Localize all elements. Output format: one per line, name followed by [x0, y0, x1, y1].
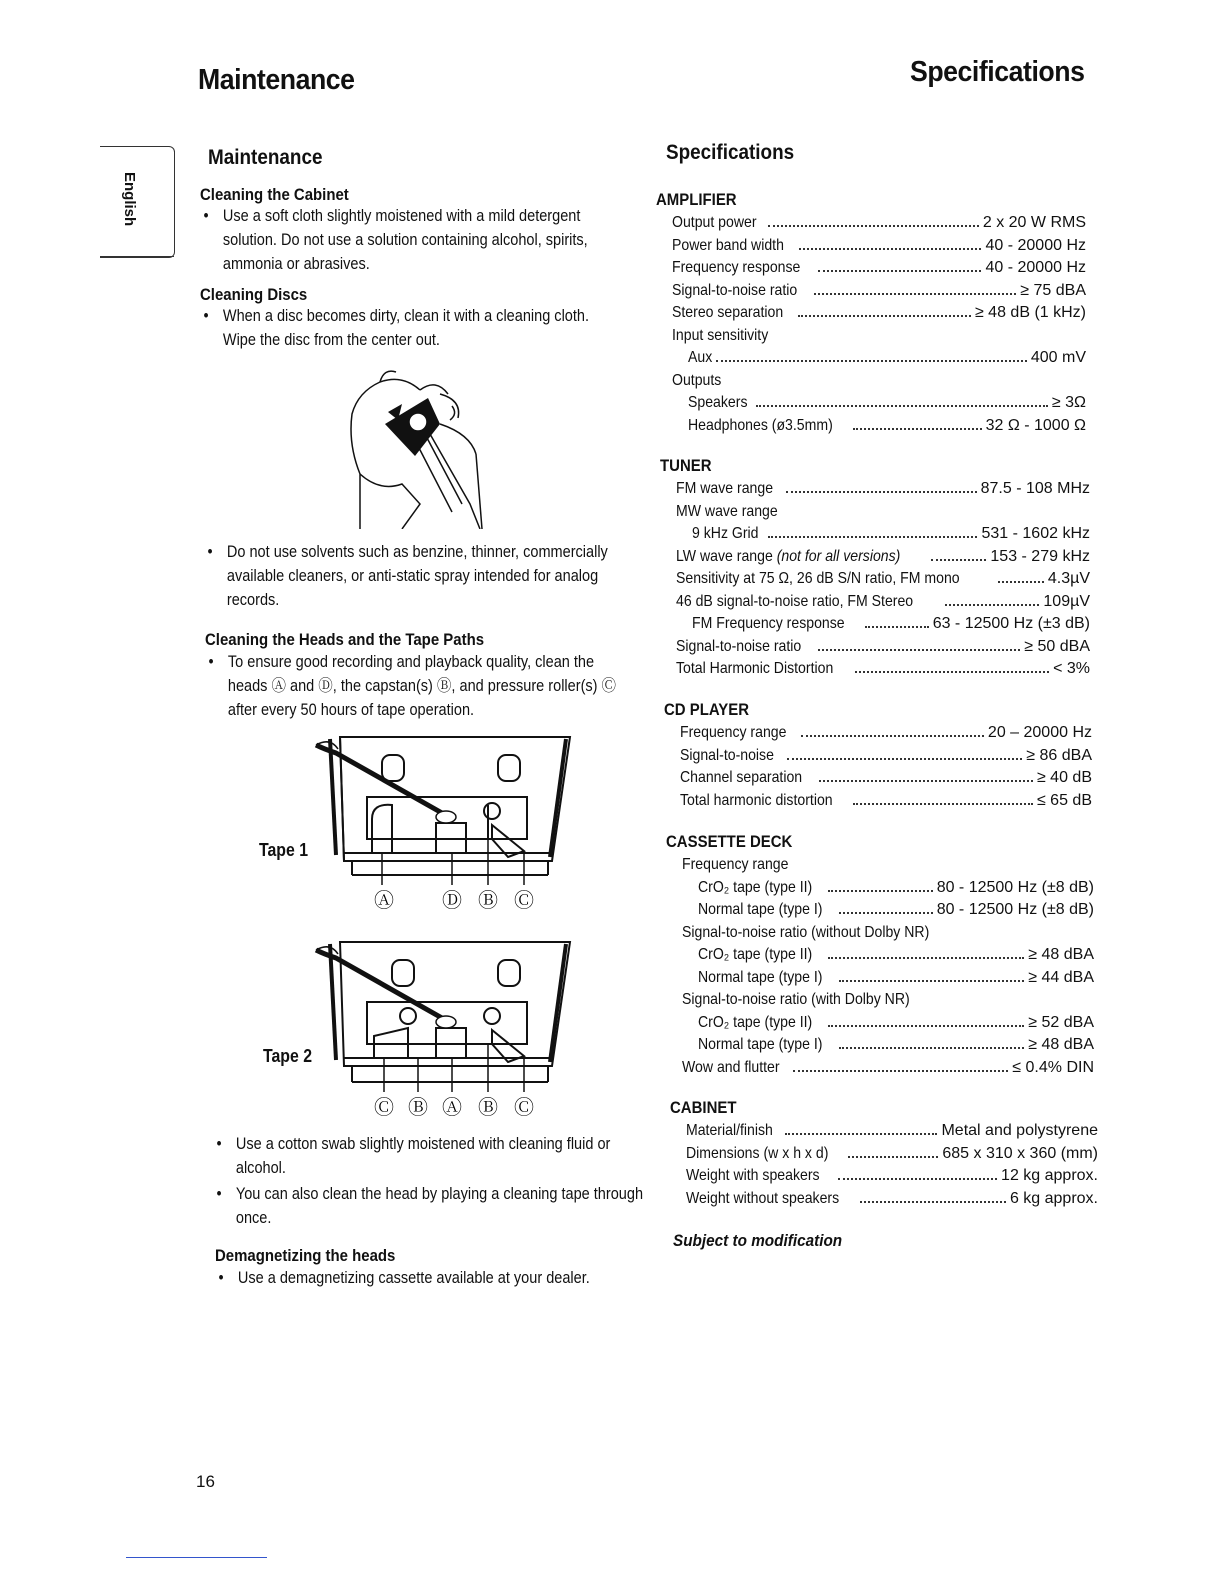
spec-row: Speakers ≥ 3Ω — [688, 394, 1086, 411]
spec-row: 9 kHz Grid 531 - 1602 kHz — [692, 525, 1090, 542]
tape1-marker-b: Ⓑ — [478, 888, 498, 912]
spec-row: Normal tape (type I) ≥ 44 dBA — [698, 968, 1094, 986]
language-tab-label: English — [121, 172, 138, 227]
tape1-label: Tape 1 — [259, 840, 309, 860]
spec-row: Sensitivity at 75 Ω, 26 dB S/N ratio, FM mono 4.3µV — [676, 570, 1090, 587]
subject-to-modification: Subject to modification — [673, 1231, 843, 1250]
spec-row: Input sensitivity — [672, 326, 769, 344]
spec-row: Outputs — [672, 371, 722, 389]
spec-row: Total Harmonic Distortion < 3% — [676, 660, 1090, 677]
cabinet-heading: CABINET — [670, 1098, 737, 1117]
tape1-marker-d: Ⓓ — [442, 888, 462, 912]
page-number: 16 — [196, 1472, 215, 1491]
swab-cleaning-text: • Use a cotton swab slightly moistened with cleaning fluid or alcohol. • You can also clean the head by playing a cleaning tape through once. — [213, 1132, 644, 1232]
spec-row: Signal-to-noise ≥ 86 dBA — [680, 746, 1092, 764]
disc-cleaning-heading: Cleaning Discs — [200, 285, 308, 304]
spec-row: Normal tape (type I) ≥ 48 dBA — [698, 1036, 1094, 1053]
spec-row: FM wave range 87.5 - 108 MHz — [676, 480, 1090, 497]
amplifier-heading: AMPLIFIER — [656, 190, 737, 209]
spec-row: Output power 2 x 20 W RMS — [672, 214, 1086, 231]
specifications-title: Specifications — [666, 141, 795, 164]
spec-row: Signal-to-noise ratio (with Dolby NR) — [682, 991, 910, 1008]
tuner-heading: TUNER — [660, 456, 712, 475]
spec-row: Frequency range — [682, 856, 789, 873]
tape1-marker-a: Ⓐ — [374, 888, 394, 912]
tape2-marker-1: Ⓒ — [374, 1095, 394, 1119]
spec-row: Headphones (ø3.5mm) 32 Ω - 1000 Ω — [688, 416, 1086, 434]
maintenance-title: Maintenance — [208, 146, 323, 169]
demag-heading: Demagnetizing the heads — [215, 1246, 396, 1265]
spec-row: FM Frequency response 63 - 12500 Hz (±3 dB) — [692, 615, 1090, 632]
tape2-marker-3: Ⓐ — [442, 1095, 462, 1119]
tape1-marker-c: Ⓒ — [514, 888, 534, 912]
tape2-label: Tape 2 — [263, 1046, 313, 1066]
spec-row: CrO₂ tape (type II) 80 - 12500 Hz (±8 dB) — [698, 878, 1094, 896]
tape2-marker-5: Ⓒ — [514, 1095, 534, 1119]
spec-row: Dimensions (w x h x d) 685 x 310 x 360 (mm) — [686, 1144, 1098, 1162]
spec-row: LW wave range (not for all versions) 153 - 279 kHz — [676, 547, 1090, 565]
spec-row: Normal tape (type I) 80 - 12500 Hz (±8 dB) — [698, 901, 1094, 918]
tape2-marker-4: Ⓑ — [478, 1095, 498, 1119]
heads-cleaning-text: • To ensure good recording and playback quality, clean the heads Ⓐ and Ⓓ, the capstan(s) Ⓑ, and pressure roller(s) Ⓒ after every 50 hours of tape operation. — [205, 650, 627, 724]
disc-cleaning-illustration — [340, 364, 490, 529]
spec-row: CrO₂ tape (type II) ≥ 48 dBA — [698, 946, 1094, 963]
cassette-deck-heading: CASSETTE DECK — [666, 832, 793, 851]
tuner-section — [660, 456, 1090, 683]
tape2-marker-2: Ⓑ — [408, 1095, 428, 1119]
disc-cleaning-text: • When a disc becomes dirty, clean it with a cleaning cloth. Wipe the disc from the center out. — [200, 304, 614, 354]
spec-row: Signal-to-noise ratio ≥ 75 dBA — [672, 281, 1086, 299]
spec-row: Signal-to-noise ratio ≥ 50 dBA — [676, 637, 1090, 655]
heads-cleaning-heading: Cleaning the Heads and the Tape Paths — [205, 630, 485, 649]
tape1-diagram — [312, 735, 572, 915]
cabinet-cleaning-text: • Use a soft cloth slightly moistened with a mild detergent solution. Do not use a solution containing alcohol, spirits, ammonia or abrasives. — [200, 204, 614, 278]
amplifier-section — [656, 190, 1086, 439]
spec-row: CrO₂ tape (type II) ≥ 52 dBA — [698, 1013, 1094, 1031]
cd-player-heading: CD PLAYER — [664, 700, 750, 719]
spec-row: 46 dB signal-to-noise ratio, FM Stereo 109µV — [676, 592, 1090, 610]
spec-row: Wow and flutter ≤ 0.4% DIN — [682, 1058, 1094, 1076]
demag-text: • Use a demagnetizing cassette available at your dealer. — [215, 1266, 646, 1292]
spec-row: Total harmonic distortion ≤ 65 dB — [680, 791, 1092, 809]
cassette-deck-section — [666, 832, 1094, 1081]
cabinet-cleaning-heading: Cleaning the Cabinet — [200, 185, 349, 204]
spec-row: Material/finish Metal and polystyrene — [686, 1122, 1098, 1139]
spec-row: Aux 400 mV — [688, 349, 1086, 366]
footer-rule — [126, 1557, 267, 1558]
spec-row: Stereo separation ≥ 48 dB (1 kHz) — [672, 304, 1086, 321]
spec-row: Power band width 40 - 20000 Hz — [672, 236, 1086, 254]
cd-player-section — [664, 700, 1092, 814]
solvent-warning-text: • Do not use solvents such as benzine, thinner, commercially available cleaners, or anti-static spray intended for analog records. — [204, 540, 626, 614]
tape2-diagram — [312, 940, 577, 1120]
spec-row: Frequency range 20 – 20000 Hz — [680, 724, 1092, 741]
spec-row: Weight with speakers 12 kg approx. — [686, 1167, 1098, 1184]
page-header-left: Maintenance — [198, 64, 355, 96]
spec-row: MW wave range — [676, 502, 778, 520]
spec-row: Weight without speakers 6 kg approx. — [686, 1189, 1098, 1207]
spec-row: Frequency response 40 - 20000 Hz — [672, 259, 1086, 276]
page-header-right: Specifications — [910, 56, 1085, 88]
spec-row: Signal-to-noise ratio (without Dolby NR) — [682, 923, 930, 941]
cabinet-section — [670, 1098, 1098, 1212]
spec-row: Channel separation ≥ 40 dB — [680, 769, 1092, 786]
